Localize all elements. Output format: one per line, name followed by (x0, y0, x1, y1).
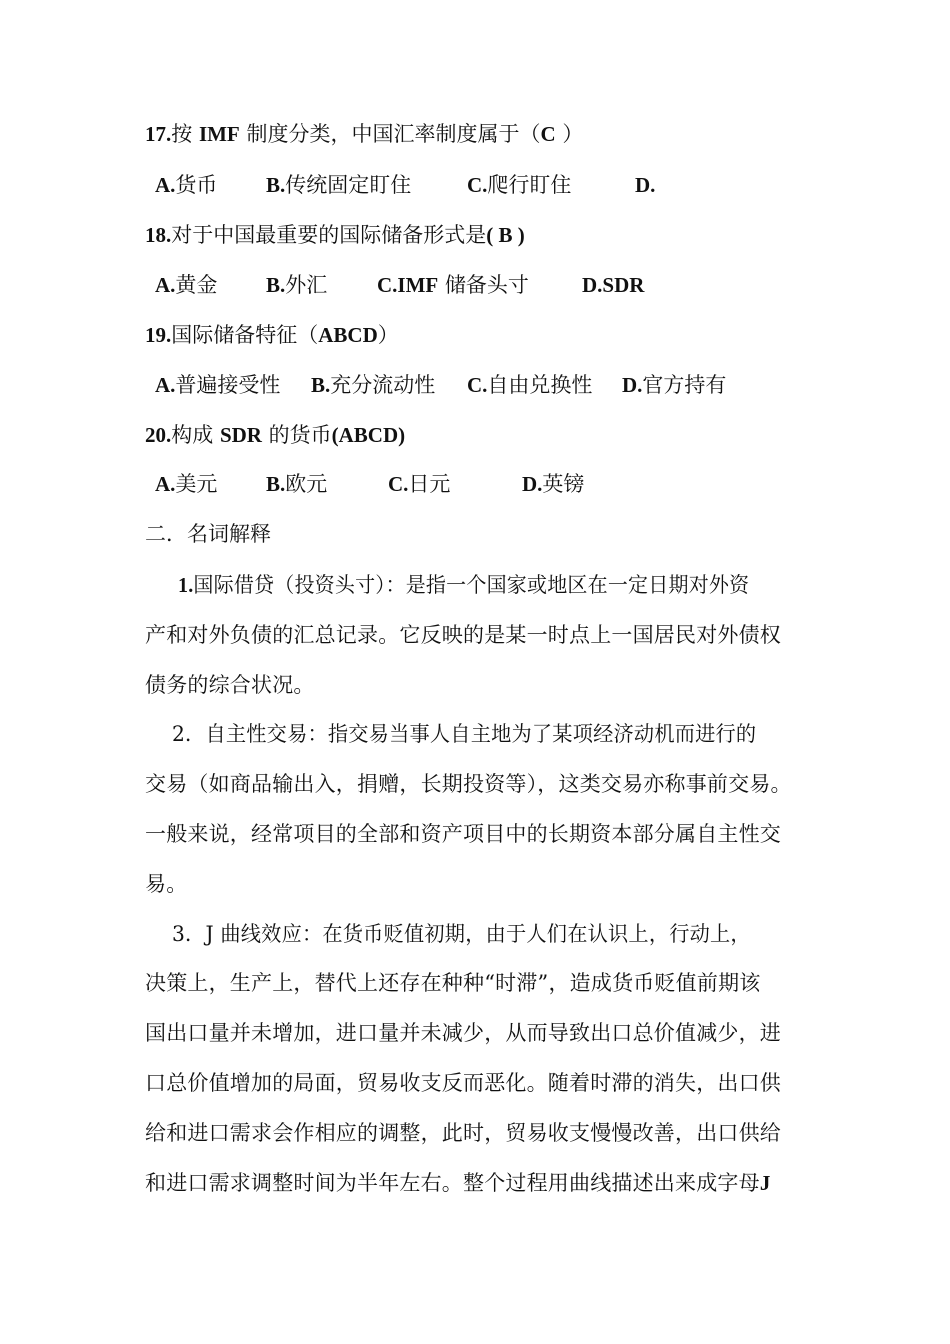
option-d: D. (635, 173, 656, 197)
answer: C (540, 122, 556, 146)
term-2-line-2: 交易（如商品输出入，捐赠，长期投资等），这类交易亦称事前交易。 (145, 772, 792, 796)
question-text: 构成 (171, 423, 214, 447)
term-1-line-3: 债务的综合状况。 (145, 673, 315, 697)
option-c: C.自由兑换性 (467, 373, 593, 397)
question-term: SDR (219, 423, 262, 447)
question-text: 制度分类，中国汇率制度属于（ (246, 122, 541, 146)
question-term: IMF (198, 122, 240, 146)
term-3-line-6: 和进口需求调整时间为半年左右。整个过程用曲线描述出来成字母J (145, 1171, 771, 1195)
question-number: 20. (145, 423, 172, 447)
question-text: 的货币 (268, 423, 332, 447)
question-19 (145, 321, 810, 349)
question-text: 按 (171, 122, 193, 146)
option-a: A.美元 (155, 472, 218, 496)
option-c: C.日元 (388, 472, 451, 496)
term-3-line-2: 决策上，生产上，替代上还存在种种“时滞”，造成货币贬值前期该 (145, 971, 761, 995)
term-2-line-4: 易。 (145, 872, 188, 896)
option-b: B.充分流动性 (311, 373, 436, 397)
option-c: C.爬行盯住 (467, 173, 572, 197)
section-heading: 二．名词解释 (145, 522, 271, 546)
question-number: 17. (145, 122, 172, 146)
option-d: D.官方持有 (622, 373, 727, 397)
term-1-line-1: 1.国际借贷（投资头寸）：是指一个国家或地区在一定日期对外资 (178, 573, 750, 597)
option-b: B.传统固定盯住 (266, 173, 412, 197)
option-a: A.黄金 (155, 273, 218, 297)
option-b: B.欧元 (266, 472, 328, 496)
option-d: D.SDR (582, 273, 645, 297)
option-b: B.外汇 (266, 273, 328, 297)
term-2-line-1: 2．自主性交易：指交易当事人自主地为了某项经济动机而进行的 (172, 722, 757, 746)
question-number: 19. (145, 323, 172, 347)
question-text: ） (562, 122, 584, 146)
question-number: 18. (145, 223, 172, 247)
option-a: A.普遍接受性 (155, 373, 281, 397)
term-3-line-1: 3．J 曲线效应：在货币贬值初期，由于人们在认识上，行动上， (172, 922, 751, 946)
answer: ( B ) (486, 223, 525, 247)
term-3-line-5: 给和进口需求会作相应的调整，此时，贸易收支慢慢改善，出口供给 (145, 1121, 781, 1145)
question-18 (145, 221, 810, 249)
question-text: 国际储备特征（ (171, 323, 319, 347)
answer: (ABCD) (331, 423, 406, 447)
term-3-line-4: 口总价值增加的局面，贸易收支反而恶化。随着时滞的消失，出口供 (145, 1071, 781, 1095)
question-text: ） (377, 323, 399, 347)
question-20 (145, 421, 810, 449)
answer: ABCD (318, 323, 378, 347)
option-a: A.货币 (155, 173, 218, 197)
question-text: 对于中国最重要的国际储备形式是 (171, 223, 487, 247)
term-3-line-3: 国出口量并未增加，进口量并未减少，从而导致出口总价值减少，进 (145, 1021, 781, 1045)
option-d: D.英镑 (522, 472, 585, 496)
term-1-line-2: 产和对外负债的汇总记录。它反映的是某一时点上一国居民对外债权 (145, 623, 781, 647)
option-c: C.IMF 储备头寸 (377, 273, 529, 297)
term-2-line-3: 一般来说，经常项目的全部和资产项目中的长期资本部分属自主性交 (145, 822, 781, 846)
question-17 (145, 120, 810, 148)
